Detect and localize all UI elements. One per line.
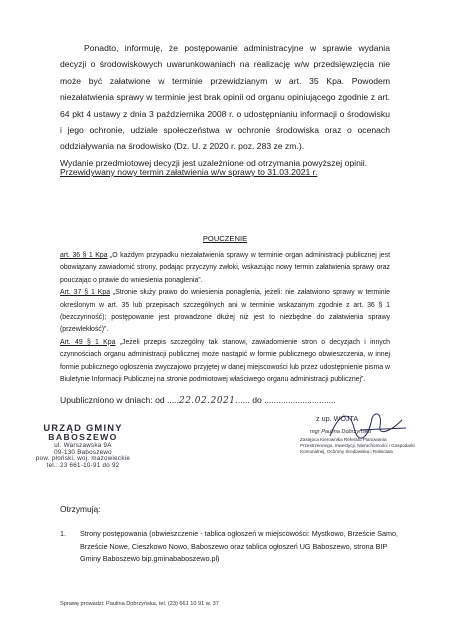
pouczenie-item <box>60 250 390 287</box>
list-item <box>60 528 405 566</box>
recipients-list <box>60 528 405 566</box>
handwritten-signature <box>310 406 420 446</box>
publication-from-date: 22.02.2021 <box>178 396 236 406</box>
pouczenie-heading: POUCZENIE <box>202 234 248 243</box>
stamp-line: BABOSZEWO <box>48 432 118 443</box>
case-handler-footer: Sprawę prowadzi: Paulina Dobrzyńska, tel. (23) 661 10 91 w. 37 <box>60 601 219 607</box>
legal-text: „Stronie służy prawo do wniesienia ponaglenia, jeżeli: nie załatwiono sprawy w terminie określonym w art. 35 lub przepisach szczególnych ani w terminie wskazanym zgodnie z art. 36 § 1 (bezczynność); postępowanie jest prowadzone dłużej niż jest to niezbędne do załatwienia sprawy (przewlekłość)”. <box>60 289 390 334</box>
stamp-line: tel.: 23 661-10-91 do 92 <box>46 462 120 470</box>
stamp-position: Zastępca Kierownika Referatu Planowania Przestrzennego, Inwestycji, Nieruchomości i Gospodarki Komunalnej, Ochrony Środowiska i Rolnictwa <box>300 437 415 454</box>
list-number: 1. <box>60 529 66 538</box>
legal-text: „Jeżeli przepis szczególny tak stanowi, zawiadomienie stron o decyzjach i innych czynnościach organu administracji publicznej może nastąpić w formie publicznego obwieszczenia, w innej formie publicznego ogłoszenia zwyczajowo przyjętej w danej miejscowości lub przez udostępnienie pisma w Biuletynie Informacji Publicznej na stronie podmiotowej właściwego organu administracji publicznej”. <box>60 338 391 384</box>
pouczenie-section <box>60 250 390 386</box>
list-text: Strony postępowania (obwieszczenie - tablica ogłoszeń w miejscowości: Mystkowo, Brzeście Samo, Brzeście Nowe, Cieszkowo Nowo, Baboszewo oraz tablica ogłoszeń UG Baboszewo, strona BIP Gminy Baboszewo bip.gminababoszewo.pl) <box>80 529 398 564</box>
recipients-heading: Otrzymują: <box>60 504 101 514</box>
intro-text <box>60 40 390 171</box>
publication-line: Upubliczniono w dniach: od .....22.02.2021...... do .............................. <box>60 395 336 406</box>
stamp-line: ul. Warszawska 9A <box>54 441 112 449</box>
deadline-note: Przewidywany nowy termin załatwienia w/w sprawy to 31.03.2021 r. <box>60 167 318 177</box>
stamp-line: URZĄD GMINY <box>43 422 123 433</box>
office-stamp <box>18 423 148 470</box>
stamp-role: z up. WÓJTA <box>316 414 359 423</box>
legal-reference: Art. 49 § 1 Kpa <box>60 338 116 346</box>
stamp-line: 09-130 Baboszewo <box>54 448 112 456</box>
stamp-name: mgr Paulina Dobrzyńska <box>310 429 371 435</box>
legal-text: „O każdym przypadku niezałatwienia sprawy w terminie organ administracji publicznej jest obowiązany zawiadomić strony, podając przyczyny zwłoki, wskazując nowy termin załatwienia sprawy oraz pouczając o prawie do wniesienia ponaglenia”. <box>60 252 390 284</box>
stamp-line: pow. płoński, woj. mazowieckie <box>35 455 131 463</box>
intro-paragraph: Ponadto, informuję, że postępowanie administracyjne w sprawie wydania decyzji o środowiskowych uwarunkowaniach na realizację w/w przedsięwzięcia nie może być załatwione w terminie przewidzianym w art. 35 Kpa. Powodem niezałatwienia sprawy w terminie jest brak opinii od organu opiniującego zgodnie z art. 64 pkt 4 ustawy z dnia 3 października 2008 r. o udostępnianiu informacji o środowisku i jego ochronie, udziale społeczeństwa w ochronie środowiska oraz o ocenach oddziaływania na środowisko (Dz. U. z 2020 r. poz. 283 ze zm.). <box>60 43 390 152</box>
publication-label: Upubliczniono w dniach: od <box>60 395 165 405</box>
legal-reference: art. 36 § 1 Kpa <box>60 252 108 259</box>
publication-to-label: do <box>252 395 262 405</box>
intro-paragraph: Wydanie przedmiotowej decyzji jest uzależnione od otrzymania powyższej opinii. <box>60 157 368 168</box>
signature-stamp <box>300 414 420 455</box>
pouczenie-item <box>60 337 390 387</box>
pouczenie-item <box>60 287 390 337</box>
legal-reference: Art. 37 § 1 Kpa <box>60 289 111 297</box>
